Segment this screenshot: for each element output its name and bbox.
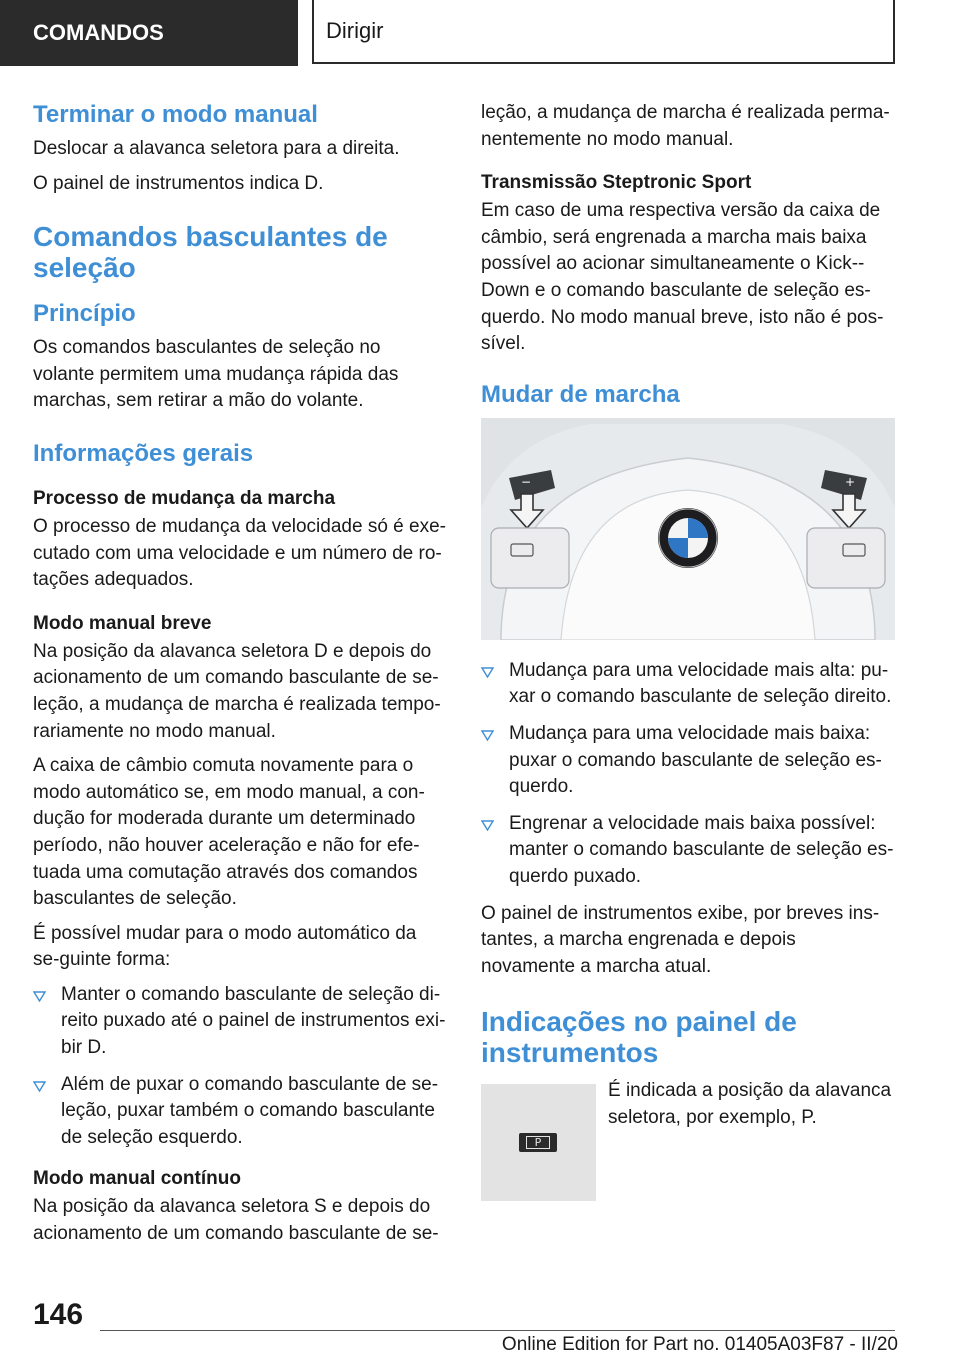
heading-informacoes-gerais: Informações gerais	[33, 439, 254, 467]
edition-footer: Online Edition for Part no. 01405A03F87 - II/20	[501, 1334, 898, 1355]
list-item: Engrenar a velocidade mais baixa possível: manter o comando basculante de seleção es-querdo puxado.	[481, 811, 895, 891]
steering-wheel-figure	[481, 418, 895, 640]
heading-comandos-basculantes: Comandos basculantes de seleção	[33, 221, 388, 284]
paragraph: É possível mudar para o modo automático da se-guinte forma:	[33, 922, 417, 971]
heading-processo: Processo de mudança da marcha	[33, 487, 336, 509]
instrument-panel-thumbnail	[481, 1084, 596, 1201]
paragraph: leção, a mudança de marcha é realizada perma-nentemente no modo manual.	[481, 102, 890, 150]
plus-label: +	[845, 474, 856, 489]
indication-block	[481, 1078, 895, 1201]
paragraph: A caixa de câmbio comuta novamente para o modo automático se, em modo manual, a con-dução for moderada durante um determinado período, não houver aceleração e não for efe-tuada uma comutação através dos comandos basculantes de seleção.	[33, 755, 425, 910]
list-item: Manter o comando basculante de seleção di-reito puxado até o painel de instrumentos exi-bir D.	[33, 982, 447, 1062]
paragraph: Na posição da alavanca seletora D e depois do acionamento de um comando basculante de se-leção, a mudança de marcha é realizada tempo-rariamente no modo manual.	[33, 640, 441, 742]
park-indicator-icon: P	[519, 1133, 557, 1152]
section-title: COMANDOS	[0, 0, 298, 66]
paragraph: O processo de mudança da velocidade só é exe-cutado com uma velocidade e um número de ro-tações adequados.	[33, 515, 446, 591]
paragraph: O painel de instrumentos exibe, por breves ins-tantes, a marcha engrenada e depois novamente a marcha atual.	[481, 902, 880, 977]
heading-mudar-marcha: Mudar de marcha	[481, 380, 680, 408]
heading-modo-breve: Modo manual breve	[33, 612, 212, 634]
paragraph: O painel de instrumentos indica D.	[33, 172, 324, 194]
paragraph: Deslocar a alavanca seletora para a direita.	[33, 138, 400, 159]
right-column	[481, 100, 895, 1201]
heading-terminar: Terminar o modo manual	[33, 101, 318, 128]
chapter-title: Dirigir	[312, 0, 895, 64]
paragraph: Na posição da alavanca seletora S e depois do acionamento de um comando basculante de se-	[33, 1196, 439, 1245]
footer-divider	[100, 1330, 895, 1331]
heading-principio: Princípio	[33, 300, 136, 328]
page-number: 146	[33, 1298, 84, 1331]
minus-label: −	[521, 474, 532, 489]
heading-modo-continuo: Modo manual contínuo	[33, 1168, 241, 1190]
heading-indicacoes: Indicações no painel de instrumentos	[481, 1006, 797, 1069]
bullet-list	[481, 658, 895, 891]
list-item: Mudança para uma velocidade mais alta: pu-xar o comando basculante de seleção direito.	[481, 658, 895, 711]
list-item: Além de puxar o comando basculante de se-leção, puxar também o comando basculante de seleção esquerdo.	[33, 1072, 447, 1152]
page-header	[0, 0, 960, 66]
paragraph: Os comandos basculantes de seleção no volante permitem uma mudança rápida das marchas, sem retirar a mão do volante.	[33, 337, 399, 412]
heading-steptronic: Transmissão Steptronic Sport	[481, 172, 752, 194]
list-item: Mudança para uma velocidade mais baixa: puxar o comando basculante de seleção es-querdo.	[481, 721, 895, 801]
paragraph: É indicada a posição da alavanca seletora, por exemplo, P.	[608, 1080, 892, 1128]
left-column	[33, 100, 447, 1256]
paragraph: Em caso de uma respectiva versão da caixa de câmbio, será engrenada a marcha mais baixa possível ao acionar simultaneamente o Kick--Down e o comando basculante de seleção es-querdo. No modo manual breve, isto não é pos-sível.	[481, 200, 884, 355]
bullet-list	[33, 982, 447, 1152]
